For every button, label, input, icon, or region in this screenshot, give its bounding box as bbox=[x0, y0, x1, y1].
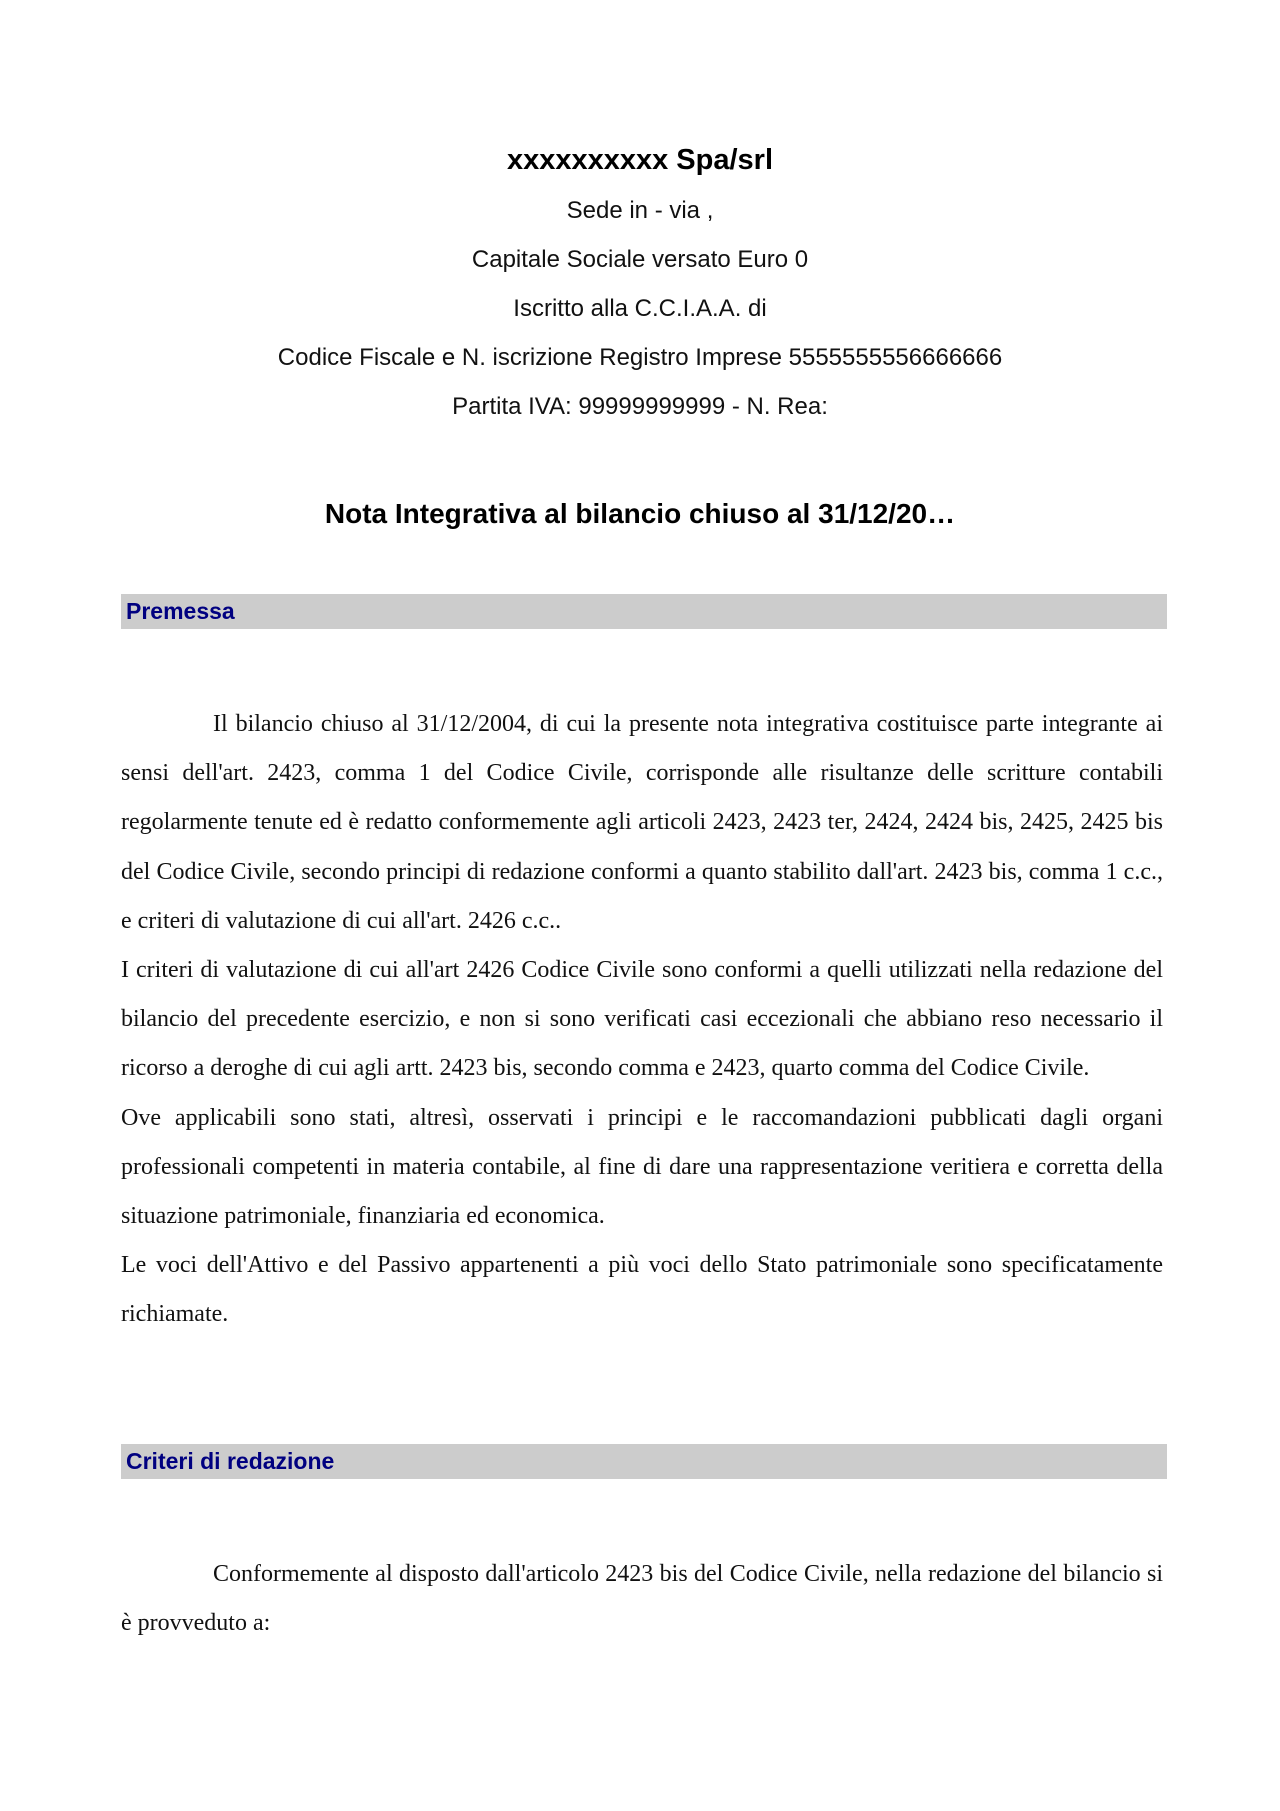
paragraph: Ove applicabili sono stati, altresì, osservati i principi e le raccomandazioni pubblicati dagli organi professionali competenti in materia contabile, al fine di dare una rappresentazione veritiera e corretta della situazione patrimoniale, finanziaria ed economica. bbox=[121, 1104, 1163, 1230]
company-header bbox=[0, 140, 1280, 431]
company-address: Sede in - via , bbox=[566, 197, 714, 224]
paragraph: Conformemente al disposto dall'articolo 2423 bis del Codice Civile, nella redazione del bilancio si è provveduto a: bbox=[121, 1561, 1163, 1637]
section-heading-premessa: Premessa bbox=[121, 594, 1167, 629]
section-heading-criteri: Criteri di redazione bbox=[121, 1444, 1167, 1479]
company-capital: Capitale Sociale versato Euro 0 bbox=[471, 246, 809, 273]
paragraph: Il bilancio chiuso al 31/12/2004, di cui la presente nota integrativa costituisce parte integrante ai sensi dell'art. 2423, comma 1 del Codice Civile, corrisponde alle risultanze delle scritture contabili regolarmente tenute ed è redatto conformemente agli articoli 2423, 2423 ter, 2424, 2424 bis, 2425, 2425 bis del Codice Civile, secondo principi di redazione conformi a quanto stabilito dall'art. 2423 bis, comma 1 c.c., e criteri di valutazione di cui all'art. 2426 c.c.. bbox=[121, 711, 1163, 934]
document-title: Nota Integrativa al bilancio chiuso al 31/12/20… bbox=[324, 498, 956, 529]
company-vat: Partita IVA: 99999999999 - N. Rea: bbox=[452, 393, 828, 420]
section-body-premessa bbox=[121, 700, 1163, 1340]
company-fiscal-code: Codice Fiscale e N. iscrizione Registro Imprese 5555555556666666 bbox=[277, 344, 1003, 371]
paragraph: Le voci dell'Attivo e del Passivo appartenenti a più voci dello Stato patrimoniale sono specificatamente richiamate. bbox=[121, 1252, 1163, 1328]
company-registration: Iscritto alla C.C.I.A.A. di bbox=[513, 295, 767, 322]
section-body-criteri bbox=[121, 1550, 1163, 1648]
paragraph: I criteri di valutazione di cui all'art 2426 Codice Civile sono conformi a quelli utilizzati nella redazione del bilancio del precedente esercizio, e non si sono verificati casi eccezionali che abbiano reso necessario il ricorso a deroghe di cui agli artt. 2423 bis, secondo comma e 2423, quarto comma del Codice Civile. bbox=[121, 957, 1163, 1082]
company-name: xxxxxxxxxx Spa/srl bbox=[506, 144, 774, 176]
